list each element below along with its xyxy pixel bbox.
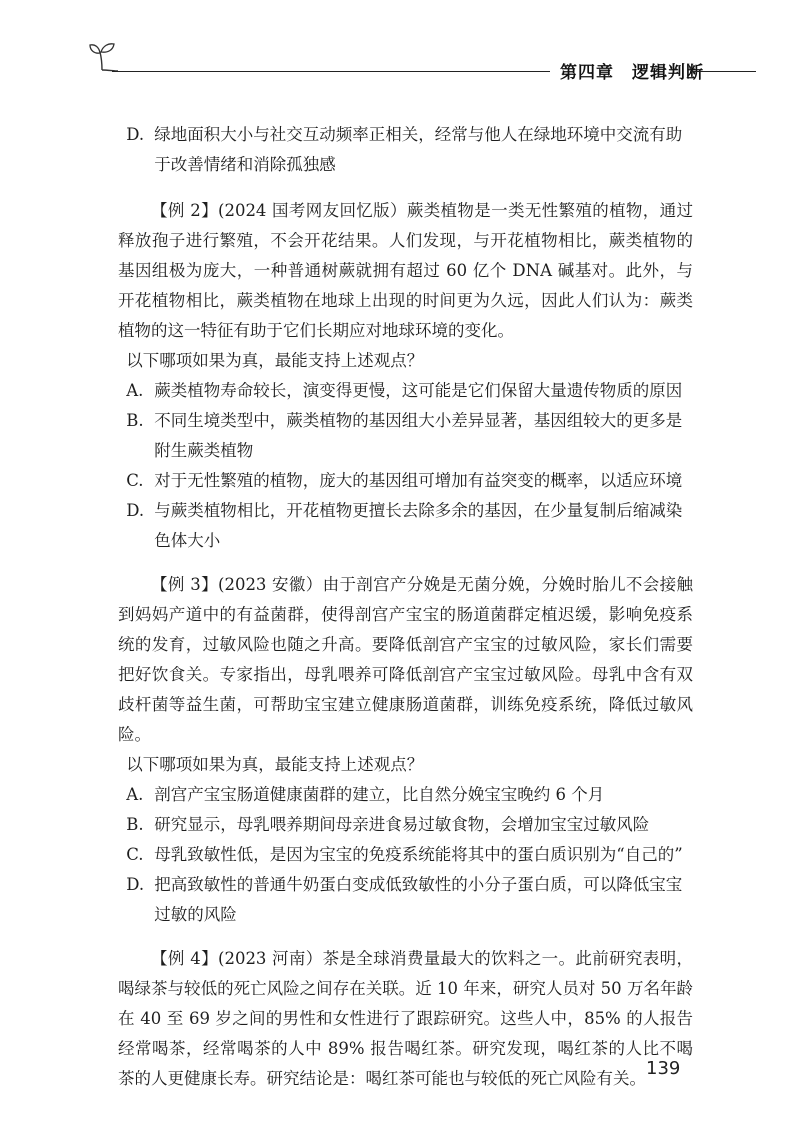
- example-2-stem: 【例 2】(2024 国考网友回忆版）蕨类植物是一类无性繁殖的植物，通过释放孢子进行繁殖，不会开花结果。人们发现，与开花植物相比，蕨类植物的基因组极为庞大，一种普通树蕨就拥有超过 60 亿个 DNA 碱基对。此外，与开花植物相比，蕨类植物在地球上出现的时间更为久远，因此人们认为：蕨类植物的这一特征有助于它们长期应对地球环境的变化。: [118, 201, 693, 340]
- option-label: A.: [126, 381, 144, 400]
- option-text: 剖宫产宝宝肠道健康菌群的建立，比自然分娩宝宝晚约 6 个月: [154, 785, 605, 804]
- example-2-question: 以下哪项如果为真，最能支持上述观点？: [126, 351, 424, 370]
- option-text: 研究显示，母乳喂养期间母亲进食易过敏食物，会增加宝宝过敏风险: [154, 815, 650, 834]
- option-text: 母乳致敏性低，是因为宝宝的免疫系统能将其中的蛋白质识别为“自己的”: [154, 845, 683, 864]
- option-text: 与蕨类植物相比，开花植物更擅长去除多余的基因，在少量复制后缩减染色体大小: [154, 501, 683, 550]
- header-rule: [112, 71, 550, 72]
- page-body: [118, 120, 693, 1094]
- chapter-title: 第四章 逻辑判断: [560, 63, 704, 83]
- example-2-option-b: [118, 406, 693, 466]
- leaf-icon: [88, 40, 118, 74]
- option-text: 蕨类植物寿命较长，演变得更慢，这可能是它们保留大量遗传物质的原因: [154, 381, 683, 400]
- example-3-options: [118, 780, 693, 930]
- page-header: [0, 0, 800, 90]
- example-3-question: 以下哪项如果为真，最能支持上述观点？: [126, 755, 424, 774]
- example-3-stem: 【例 3】(2023 安徽）由于剖宫产分娩是无菌分娩，分娩时胎儿不会接触到妈妈产道中的有益菌群，使得剖宫产宝宝的肠道菌群定植迟缓，影响免疫系统的发育，过敏风险也随之升高。要降低剖宫产宝宝的过敏风险，家长们需要把好饮食关。专家指出，母乳喂养可降低剖宫产宝宝过敏风险。母乳中含有双歧杆菌等益生菌，可帮助宝宝建立健康肠道菌群，训练免疫系统，降低过敏风险。: [118, 575, 693, 744]
- option-label: A.: [126, 785, 144, 804]
- example-2-option-a: [118, 376, 693, 406]
- example-3-option-a: [118, 780, 693, 810]
- option-label: B.: [126, 815, 144, 834]
- option-label: D.: [126, 875, 145, 894]
- option-text: 把高致敏性的普通牛奶蛋白变成低致敏性的小分子蛋白质，可以降低宝宝过敏的风险: [154, 875, 683, 924]
- example-3-option-d: [118, 870, 693, 930]
- option-label: C.: [126, 845, 144, 864]
- page-number: 139: [646, 1058, 681, 1079]
- prev-option-d: [118, 120, 693, 180]
- example-3-option-b: [118, 810, 693, 840]
- example-2-option-c: [118, 466, 693, 496]
- example-4-stem: 【例 4】(2023 河南）茶是全球消费量最大的饮料之一。此前研究表明，喝绿茶与较低的死亡风险之间存在关联。近 10 年来，研究人员对 50 万名年龄在 40 至 69 岁之间的男性和女性进行了跟踪研究。这些人中，85% 的人报告经常喝茶，经常喝茶的人中 89% 报告喝红茶。研究发现，喝红茶的人比不喝茶的人更健康长寿。研究结论是：喝红茶可能也与较低的死亡风险有关。: [118, 949, 693, 1088]
- header-rule-right: [690, 71, 756, 72]
- option-text: 绿地面积大小与社交互动频率正相关，经常与他人在绿地环境中交流有助于改善情绪和消除孤独感: [154, 125, 683, 174]
- example-2-option-d: [118, 496, 693, 556]
- example-2-options: [118, 376, 693, 556]
- option-label: B.: [126, 411, 144, 430]
- example-3-option-c: [118, 840, 693, 870]
- option-label: D.: [126, 125, 145, 144]
- option-text: 不同生境类型中，蕨类植物的基因组大小差异显著，基因组较大的更多是附生蕨类植物: [154, 411, 683, 460]
- option-label: C.: [126, 471, 144, 490]
- option-text: 对于无性繁殖的植物，庞大的基因组可增加有益突变的概率，以适应环境: [154, 471, 683, 490]
- option-label: D.: [126, 501, 145, 520]
